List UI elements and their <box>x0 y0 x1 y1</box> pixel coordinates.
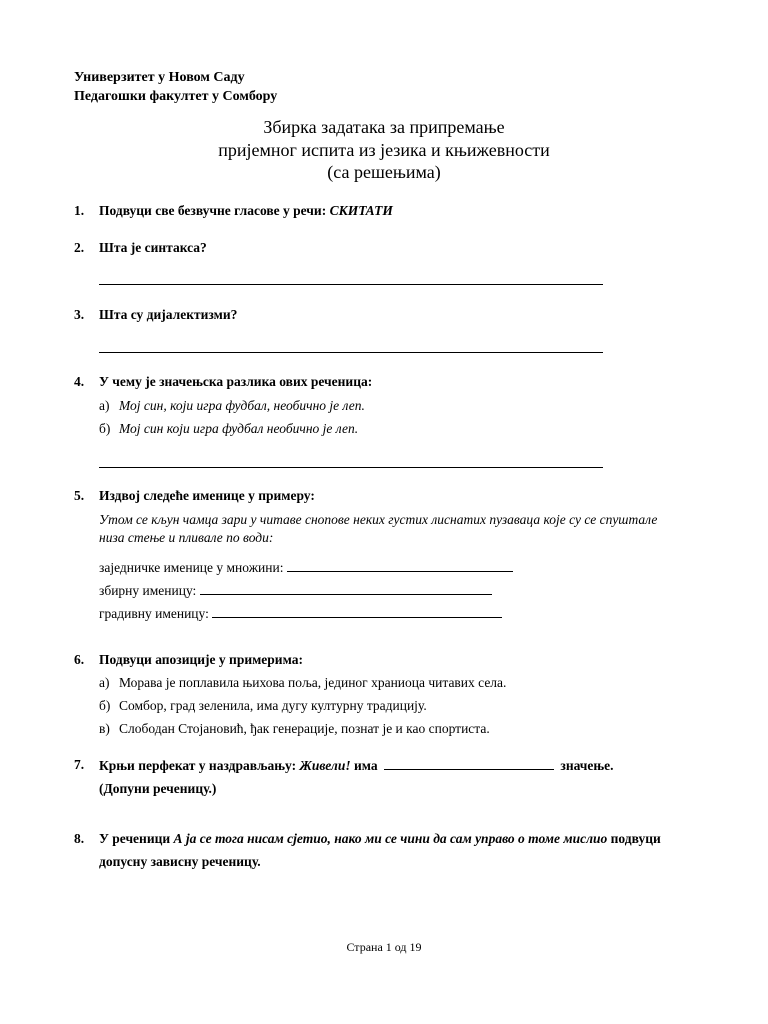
option-label: б) <box>99 698 111 713</box>
option-b <box>99 420 358 438</box>
option-text: Морава је поплавила њихова поља, јединог храниоца читавих села. <box>119 675 507 690</box>
question-text: Подвуци све безвучне гласове у речи: <box>99 203 327 218</box>
example-line-1: Утом се кљун чамца зари у читаве снопове неких густих лиснатих пузаваца које су се спуштале <box>99 512 658 527</box>
question-text: У чему је значењска разлика ових реченица: <box>99 374 373 389</box>
question-number: 3. <box>74 307 85 322</box>
question-word: СКИТАТИ <box>329 203 393 218</box>
option-label: в) <box>99 721 110 736</box>
question-text: Подвуци апозиције у примерима: <box>99 652 303 667</box>
option-label: б) <box>99 421 111 436</box>
example-line-2: низа стење и пливале по води: <box>99 530 274 545</box>
question-text-line-2: допусну зависну реченицу. <box>99 854 261 869</box>
answer-line[interactable] <box>99 284 603 285</box>
fill-row-collective <box>99 581 492 600</box>
fill-row-common-plural <box>99 558 513 577</box>
option-text: Слободан Стојановић, ђак генерације, познат је и као спортиста. <box>119 721 490 736</box>
answer-line[interactable] <box>99 352 603 353</box>
faculty-name: Педагошки факултет у Сомбору <box>74 89 278 104</box>
university-name: Универзитет у Новом Саду <box>74 70 245 85</box>
question-text: Шта су дијалектизми? <box>99 307 238 322</box>
question-instruction: (Допуни реченицу.) <box>99 781 217 796</box>
title-line-3: (са решењима) <box>327 162 441 182</box>
option-b <box>99 697 427 715</box>
fill-blank[interactable] <box>200 581 492 595</box>
question-text: Шта је синтакса? <box>99 240 207 255</box>
title-line-1: Збирка задатака за припремање <box>263 117 505 137</box>
fill-blank[interactable] <box>384 756 554 770</box>
question-number: 8. <box>74 831 85 846</box>
option-text: Мој син, који игра фудбал, необично је леп. <box>119 398 365 413</box>
institution-header <box>74 68 277 106</box>
question-number: 4. <box>74 374 85 389</box>
field-label: збирну именицу: <box>99 583 197 598</box>
question-text: У реченици <box>99 831 171 846</box>
field-label: градивну именицу: <box>99 606 209 621</box>
title-line-2: пријемног испита из језика и књижевности <box>218 139 550 160</box>
option-text: Мој син који игра фудбал необично је леп. <box>119 421 359 436</box>
document-title <box>0 116 768 184</box>
fill-row-material <box>99 604 502 623</box>
option-a <box>99 397 365 415</box>
option-a <box>99 674 506 692</box>
question-number: 1. <box>74 203 85 218</box>
example-text <box>99 511 699 547</box>
question-number: 5. <box>74 488 85 503</box>
question-text-after: подвуци <box>610 831 661 846</box>
question-number: 7. <box>74 757 85 772</box>
question-text-after: значење. <box>560 758 614 773</box>
question-number: 2. <box>74 240 85 255</box>
fill-blank[interactable] <box>212 604 502 618</box>
field-label: заједничке именице у множини: <box>99 560 284 575</box>
option-text: Сомбор, град зеленила, има дугу културну традицију. <box>119 698 427 713</box>
question-word: Живели! <box>299 758 351 773</box>
option-c <box>99 720 490 738</box>
question-sentence: А ја се тога нисам сјетио, нако ми се чини да сам управо о томе мислио <box>173 831 608 846</box>
option-label: а) <box>99 398 110 413</box>
question-text: Крњи перфекат у наздрављању: <box>99 758 297 773</box>
page-number: Страна 1 од 19 <box>346 940 422 954</box>
option-label: а) <box>99 675 110 690</box>
question-text: Издвој следеће именице у примеру: <box>99 488 315 503</box>
answer-line[interactable] <box>99 467 603 468</box>
question-number: 6. <box>74 652 85 667</box>
question-text-mid: има <box>354 758 378 773</box>
fill-blank[interactable] <box>287 558 513 572</box>
